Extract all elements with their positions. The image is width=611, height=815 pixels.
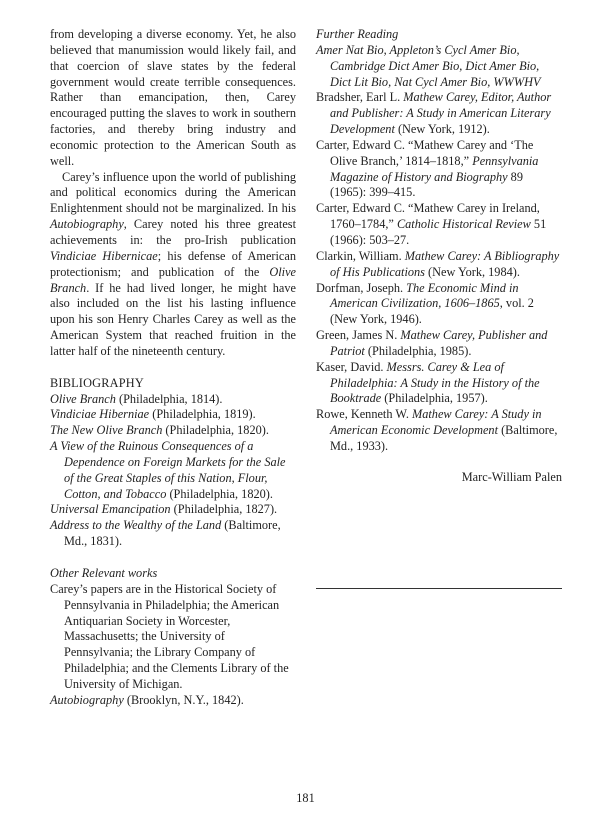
ref-details: (Baltimore, Md., 1933). <box>330 423 558 453</box>
bibliography-entry <box>50 439 296 502</box>
reference-entry <box>316 201 562 249</box>
para2-text-a: Carey’s influence upon the world of publishing and political economics during the American Enlightenment should not be marginalized. In his <box>50 169 296 216</box>
reference-entry <box>316 407 562 455</box>
ref-details: (Philadelphia, 1957). <box>381 391 488 406</box>
bibliography-heading: BIBLIOGRAPHY <box>50 375 144 390</box>
further-reading-list <box>316 90 562 454</box>
bibliography-entry <box>50 407 296 423</box>
ref-author: Kaser, David. <box>316 359 387 374</box>
ref-title: Catholic Historical Review <box>396 217 531 232</box>
ref-title: Mathew Carey, Editor, Author and Publisher: A Study in American Literary Development <box>330 90 552 137</box>
footnote-divider <box>316 588 562 589</box>
ref-details: (New York, 1912). <box>394 122 490 137</box>
entry-details: (Philadelphia, 1827). <box>170 502 278 517</box>
para2-title-olive-branch: Olive Branch <box>50 264 296 295</box>
entry-title: A View of the Ruinous Consequences of a Dependence on Foreign Markets for the Sale of the Great Staples of this Nation, Flour, Cotton, and Tobacco <box>50 439 286 501</box>
ref-details: (Philadelphia, 1985). <box>364 343 472 358</box>
reference-entry <box>316 281 562 329</box>
body-paragraph-2 <box>50 170 296 360</box>
ref-details: 51 (1966): 503–27. <box>330 217 547 247</box>
entry-details: (Brooklyn, N.Y., 1842). <box>123 692 244 707</box>
para2-title-autobiography: Autobiography <box>50 217 124 232</box>
ref-title: Mathew Carey: A Bibliography of His Publications <box>330 248 560 279</box>
bibliography-entry <box>50 392 296 408</box>
entry-details: (Philadelphia, 1814). <box>115 391 223 406</box>
autobiography-entry <box>50 693 296 709</box>
ref-title: The Economic Mind in American Civilization, 1606–1865 <box>330 280 519 311</box>
ref-author: Carter, Edward C. “Mathew Carey in Ireland, 1760–1784,” <box>316 201 540 232</box>
ref-title: Messrs. Carey & Lea of Philadelphia: A Study in the History of the Booktrade <box>330 359 540 406</box>
reference-entry <box>316 138 562 201</box>
para2-text-e: ; his defense of American protectionism; and publication of the <box>50 248 296 279</box>
ref-author: Green, James N. <box>316 328 401 343</box>
entry-details: (Philadelphia, 1820). <box>166 486 273 501</box>
reference-sources: Amer Nat Bio, Appleton’s Cycl Amer Bio, Cambridge Dict Amer Bio, Dict Amer Bio, Dict Lit Bio, Nat Cycl Amer Bio, WWWHV <box>316 42 541 89</box>
entry-details: (Philadelphia, 1819). <box>149 407 256 422</box>
reference-entry <box>316 249 562 281</box>
ref-author: Carter, Edward C. “Mathew Carey and ‘The Olive Branch,’ 1814–1818,” <box>316 137 534 168</box>
para2-title-vindiciae: Vindiciae Hibernicae <box>50 248 158 263</box>
entry-details: (Philadelphia, 1820). <box>162 423 269 438</box>
ref-details: , vol. 2 (New York, 1946). <box>330 296 534 327</box>
page-number: 181 <box>296 791 315 805</box>
entry-details: (Baltimore, Md., 1831). <box>64 518 281 549</box>
para2-text-c: , Carey noted his three greatest achievements in: the pro-Irish publication <box>50 217 296 247</box>
further-reading-heading: Further Reading <box>316 27 399 41</box>
reference-entry <box>316 328 562 360</box>
ref-author: Rowe, Kenneth W. <box>316 407 412 422</box>
body-paragraph-1: from developing a diverse economy. Yet, he also believed that manumission would likely fail, and that coercion of slave states by the federal government would create terrible consequences. Rather than emancipation, then, Carey encouraged putting the slaves to work in southern factories, and thereby bring industry and economic protection to the American South as well. <box>50 27 296 168</box>
para2-text-g: . If he had lived longer, he might have also included on the list his lasting influence upon his son Henry Charles Carey as well as the American System that reached fruition in the latter half of the nineteenth century. <box>50 280 296 358</box>
entry-title: Vindiciae Hiberniae <box>50 407 150 422</box>
entry-title: Address to the Wealthy of the Land <box>50 518 222 533</box>
reference-entry <box>316 360 562 408</box>
ref-author: Dorfman, Joseph. <box>316 280 407 295</box>
entry-title: Universal Emancipation <box>50 502 171 517</box>
bibliography-list <box>50 392 296 550</box>
other-works-heading: Other Relevant works <box>50 566 158 580</box>
entry-title: Autobiography <box>50 692 124 707</box>
ref-details: 89 (1965): 399–415. <box>330 169 523 200</box>
entry-title: Olive Branch <box>50 391 116 406</box>
ref-details: (New York, 1984). <box>424 264 520 279</box>
other-works-text: Carey’s papers are in the Historical Society of Pennsylvania in Philadelphia; the American Antiquarian Society in Worcester, Massachusetts; the University of Pennsylvania; the Library Company of Philadelphia; and the Clements Library of the University of Michigan. <box>50 581 289 691</box>
ref-author: Bradsher, Earl L. <box>316 90 404 105</box>
ref-title: Mathew Carey, Publisher and Patriot <box>330 328 548 358</box>
bibliography-entry <box>50 502 296 518</box>
entry-title: The New Olive Branch <box>50 423 163 438</box>
author-signature: Marc-William Palen <box>461 469 562 484</box>
right-column <box>316 27 562 486</box>
bibliography-entry <box>50 423 296 439</box>
bibliography-entry <box>50 518 296 550</box>
left-column <box>50 27 296 709</box>
ref-author: Clarkin, William. <box>316 248 405 263</box>
ref-title: Pennsylvania Magazine of History and Biography <box>330 153 539 184</box>
ref-title: Mathew Carey: A Study in American Economic Development <box>330 407 542 438</box>
reference-entry <box>316 90 562 138</box>
